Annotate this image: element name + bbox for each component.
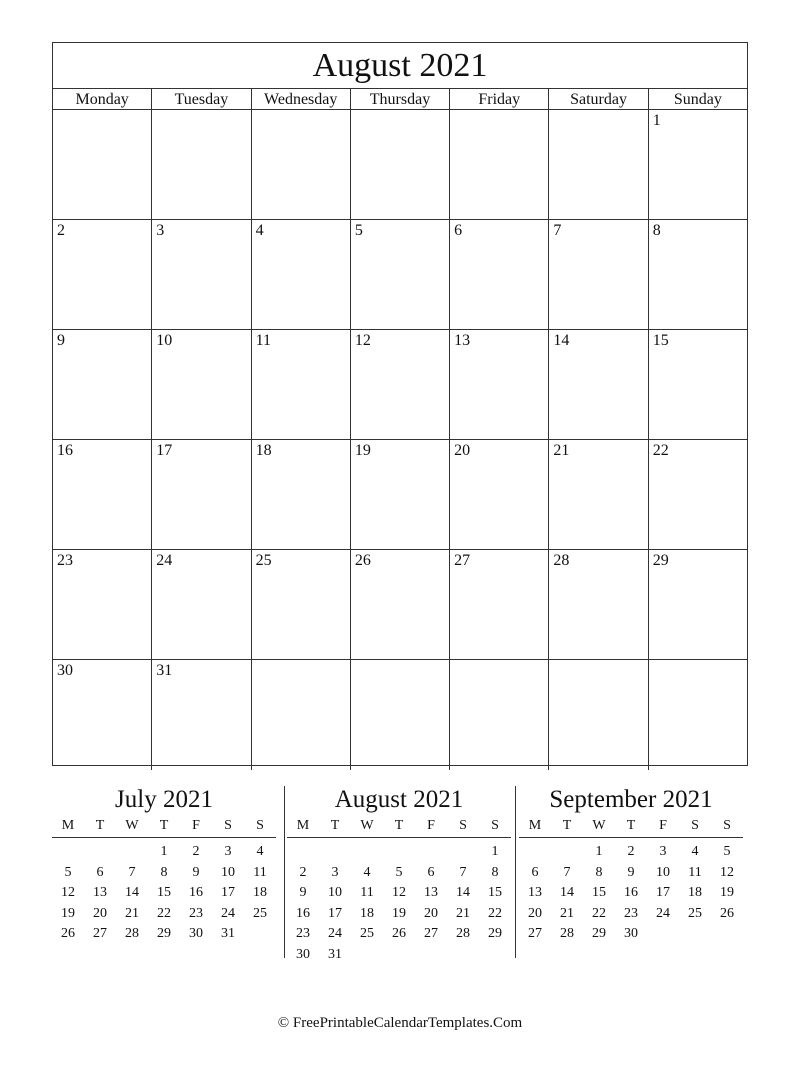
mini-day: 25 bbox=[253, 905, 267, 921]
mini-day: 13 bbox=[93, 885, 107, 900]
mini-day: 2 bbox=[627, 844, 635, 859]
mini-day: 30 bbox=[624, 926, 638, 941]
mini-day: 16 bbox=[296, 905, 310, 921]
mini-day: 17 bbox=[656, 885, 670, 900]
mini-day: 11 bbox=[253, 864, 267, 880]
mini-day: 1 bbox=[595, 844, 603, 859]
mini-day: 29 bbox=[488, 926, 502, 941]
day-cell bbox=[549, 660, 648, 770]
mini-day bbox=[383, 945, 415, 966]
mini-weekday-label: S bbox=[256, 818, 264, 833]
mini-day bbox=[647, 924, 679, 945]
mini-day bbox=[447, 945, 479, 966]
mini-day: 11 bbox=[360, 885, 374, 900]
mini-weekday-label: S bbox=[459, 818, 467, 833]
mini-day: 20 bbox=[424, 905, 438, 921]
day-cell: 29 bbox=[652, 552, 669, 569]
mini-day: 10 bbox=[221, 864, 235, 880]
mini-day: 28 bbox=[560, 926, 574, 941]
mini-day: 19 bbox=[61, 905, 75, 921]
week-row bbox=[53, 440, 747, 550]
mini-day: 14 bbox=[456, 885, 470, 900]
mini-weekday-header bbox=[519, 817, 743, 838]
mini-day: 21 bbox=[125, 905, 139, 921]
mini-week-row bbox=[52, 924, 276, 945]
mini-day: 9 bbox=[192, 864, 200, 880]
mini-calendar-september bbox=[519, 785, 743, 945]
mini-day bbox=[679, 924, 711, 945]
mini-day: 3 bbox=[659, 844, 667, 859]
mini-day: 2 bbox=[192, 844, 200, 859]
mini-day: 27 bbox=[93, 926, 107, 941]
mini-day: 31 bbox=[221, 926, 235, 941]
mini-day: 21 bbox=[560, 905, 574, 921]
mini-calendar-grid bbox=[52, 838, 276, 945]
day-cell: 25 bbox=[252, 550, 351, 659]
mini-day: 29 bbox=[157, 926, 171, 941]
week-row bbox=[53, 550, 747, 660]
mini-day: 13 bbox=[528, 885, 542, 900]
mini-day: 25 bbox=[360, 926, 374, 941]
mini-weekday-label: S bbox=[224, 818, 232, 833]
mini-weekday-label: M bbox=[528, 818, 542, 833]
column-divider bbox=[284, 786, 285, 958]
mini-day bbox=[351, 842, 383, 863]
mini-day: 1 bbox=[491, 844, 499, 859]
weekday-monday: Monday bbox=[53, 89, 152, 109]
mini-day: 17 bbox=[328, 905, 342, 921]
mini-week-row bbox=[519, 904, 743, 925]
day-cell: 26 bbox=[351, 550, 450, 659]
mini-day: 12 bbox=[720, 864, 734, 880]
mini-calendar-july bbox=[52, 785, 276, 945]
weekday-saturday: Saturday bbox=[549, 89, 648, 109]
mini-day: 18 bbox=[253, 885, 267, 900]
mini-calendar-grid bbox=[287, 838, 511, 965]
mini-week-row bbox=[287, 883, 511, 904]
mini-week-row bbox=[519, 883, 743, 904]
mini-day: 29 bbox=[592, 926, 606, 941]
day-cell: 11 bbox=[252, 330, 351, 439]
mini-weekday-label: T bbox=[394, 818, 404, 833]
week-row bbox=[53, 220, 747, 330]
mini-day: 12 bbox=[392, 885, 406, 900]
copyright-footer: © FreePrintableCalendarTemplates.Com bbox=[277, 1015, 523, 1031]
day-cell: 31 bbox=[152, 660, 251, 770]
day-cell: 12 bbox=[351, 330, 450, 439]
mini-day: 24 bbox=[328, 926, 342, 941]
mini-calendar-grid bbox=[519, 838, 743, 945]
day-cell: 7 bbox=[549, 220, 648, 329]
day-cell bbox=[649, 660, 747, 770]
mini-day: 5 bbox=[395, 864, 403, 880]
day-cell: 13 bbox=[450, 330, 549, 439]
mini-week-row bbox=[287, 863, 511, 884]
mini-day: 26 bbox=[392, 926, 406, 941]
mini-weekday-label: T bbox=[95, 818, 105, 833]
day-cell bbox=[53, 110, 152, 219]
mini-week-row bbox=[287, 945, 511, 966]
mini-day: 5 bbox=[723, 844, 731, 859]
mini-weekday-header bbox=[52, 817, 276, 838]
mini-week-row bbox=[52, 904, 276, 925]
mini-weekday-label: S bbox=[491, 818, 499, 833]
day-cell: 20 bbox=[450, 440, 549, 549]
mini-week-row bbox=[519, 863, 743, 884]
day-cell bbox=[450, 660, 549, 770]
mini-weekday-label: T bbox=[330, 818, 340, 833]
day-cell bbox=[450, 110, 549, 219]
mini-day: 20 bbox=[93, 905, 107, 921]
mini-week-row bbox=[519, 842, 743, 863]
day-cell: 8 bbox=[652, 222, 661, 239]
mini-day: 26 bbox=[61, 926, 75, 941]
weekday-wednesday: Wednesday bbox=[252, 89, 351, 109]
mini-week-row bbox=[287, 842, 511, 863]
week-row bbox=[53, 660, 747, 770]
mini-day bbox=[479, 945, 511, 966]
mini-day: 19 bbox=[720, 885, 734, 900]
mini-day: 18 bbox=[688, 885, 702, 900]
mini-day: 22 bbox=[592, 905, 606, 921]
mini-day: 21 bbox=[456, 905, 470, 921]
day-cell: 2 bbox=[53, 220, 152, 329]
day-cell: 3 bbox=[152, 220, 251, 329]
mini-day: 16 bbox=[189, 885, 203, 900]
weekday-thursday: Thursday bbox=[351, 89, 450, 109]
calendar-title: August 2021 bbox=[53, 43, 747, 89]
mini-weekday-label: M bbox=[61, 818, 75, 833]
mini-week-row bbox=[52, 863, 276, 884]
mini-day bbox=[415, 842, 447, 863]
day-cell bbox=[351, 660, 450, 770]
day-cell bbox=[351, 110, 450, 219]
mini-week-row bbox=[519, 924, 743, 945]
mini-day: 13 bbox=[424, 885, 438, 900]
mini-day: 27 bbox=[528, 926, 542, 941]
mini-day bbox=[447, 842, 479, 863]
mini-day bbox=[415, 945, 447, 966]
day-cell: 19 bbox=[351, 440, 450, 549]
mini-day: 1 bbox=[160, 844, 168, 859]
day-cell: 9 bbox=[53, 330, 152, 439]
mini-day: 26 bbox=[720, 905, 734, 921]
day-cell: 14 bbox=[549, 330, 648, 439]
day-cell: 21 bbox=[549, 440, 648, 549]
mini-day: 2 bbox=[299, 864, 307, 880]
mini-day: 12 bbox=[61, 885, 75, 900]
mini-weekday-label: S bbox=[691, 818, 699, 833]
mini-day: 17 bbox=[221, 885, 235, 900]
day-cell: 1 bbox=[652, 112, 661, 129]
mini-weekday-label: W bbox=[360, 818, 374, 833]
day-cell: 4 bbox=[252, 220, 351, 329]
mini-day: 10 bbox=[328, 885, 342, 900]
mini-calendar-title: September 2021 bbox=[549, 786, 713, 813]
mini-week-row bbox=[52, 883, 276, 904]
main-calendar bbox=[52, 42, 748, 766]
mini-calendar-title: August 2021 bbox=[334, 786, 464, 813]
mini-day: 7 bbox=[128, 864, 136, 880]
mini-weekday-label: F bbox=[192, 818, 200, 833]
day-cell: 17 bbox=[152, 440, 251, 549]
mini-day: 9 bbox=[299, 885, 307, 900]
day-cell: 23 bbox=[53, 550, 152, 659]
mini-day: 18 bbox=[360, 905, 374, 921]
day-cell: 15 bbox=[652, 332, 669, 349]
mini-weekday-label: T bbox=[626, 818, 636, 833]
mini-day: 30 bbox=[189, 926, 203, 941]
mini-day: 23 bbox=[624, 905, 638, 921]
mini-day: 7 bbox=[459, 864, 467, 880]
mini-week-row bbox=[52, 842, 276, 863]
calendar-grid bbox=[53, 110, 747, 770]
mini-weekday-header bbox=[287, 817, 511, 838]
mini-day: 30 bbox=[296, 946, 310, 962]
mini-day: 5 bbox=[64, 864, 72, 880]
mini-day: 10 bbox=[656, 864, 670, 880]
mini-weekday-label: F bbox=[659, 818, 667, 833]
mini-day bbox=[519, 842, 551, 863]
day-cell bbox=[252, 660, 351, 770]
mini-day bbox=[244, 924, 276, 945]
mini-day: 15 bbox=[157, 885, 171, 900]
day-cell: 30 bbox=[53, 660, 152, 770]
mini-weekday-label: F bbox=[427, 818, 435, 833]
mini-day: 31 bbox=[328, 946, 342, 962]
mini-day: 14 bbox=[125, 885, 139, 900]
mini-day: 6 bbox=[96, 864, 104, 880]
day-cell: 6 bbox=[450, 220, 549, 329]
mini-day: 23 bbox=[189, 905, 203, 921]
mini-day: 3 bbox=[331, 864, 339, 880]
mini-day bbox=[319, 842, 351, 863]
day-cell bbox=[252, 110, 351, 219]
mini-day: 6 bbox=[531, 864, 539, 880]
week-row bbox=[53, 110, 747, 220]
day-cell: 28 bbox=[549, 550, 648, 659]
weekday-tuesday: Tuesday bbox=[152, 89, 251, 109]
day-cell bbox=[549, 110, 648, 219]
mini-day bbox=[711, 924, 743, 945]
mini-day: 15 bbox=[592, 885, 606, 900]
mini-day: 23 bbox=[296, 926, 310, 941]
day-cell: 22 bbox=[652, 442, 669, 459]
mini-day bbox=[52, 842, 84, 863]
mini-weekday-label: T bbox=[562, 818, 572, 833]
day-cell: 16 bbox=[53, 440, 152, 549]
mini-day: 19 bbox=[392, 905, 406, 921]
mini-day: 22 bbox=[488, 905, 502, 921]
mini-day: 28 bbox=[125, 926, 139, 941]
mini-weekday-label: W bbox=[125, 818, 139, 833]
mini-day: 22 bbox=[157, 905, 171, 921]
mini-day: 25 bbox=[688, 905, 702, 921]
mini-day: 4 bbox=[691, 844, 699, 859]
mini-day bbox=[383, 842, 415, 863]
mini-day: 6 bbox=[427, 864, 435, 880]
weekday-header-row bbox=[53, 89, 747, 110]
mini-day: 9 bbox=[627, 864, 635, 880]
mini-day: 16 bbox=[624, 885, 638, 900]
mini-day: 14 bbox=[560, 885, 574, 900]
mini-week-row bbox=[287, 904, 511, 925]
day-cell: 27 bbox=[450, 550, 549, 659]
mini-calendar-august bbox=[287, 785, 511, 965]
mini-day bbox=[116, 842, 148, 863]
mini-day bbox=[551, 842, 583, 863]
mini-weekday-label: T bbox=[159, 818, 169, 833]
mini-day: 27 bbox=[424, 926, 438, 941]
mini-day bbox=[287, 842, 319, 863]
mini-day: 8 bbox=[160, 864, 168, 880]
mini-day: 28 bbox=[456, 926, 470, 941]
mini-week-row bbox=[287, 924, 511, 945]
mini-day: 4 bbox=[363, 864, 371, 880]
week-row bbox=[53, 330, 747, 440]
mini-day: 3 bbox=[224, 844, 232, 859]
mini-day: 11 bbox=[688, 864, 702, 880]
weekday-sunday: Sunday bbox=[673, 91, 722, 108]
mini-day: 15 bbox=[488, 885, 502, 900]
day-cell: 5 bbox=[351, 220, 450, 329]
day-cell: 10 bbox=[152, 330, 251, 439]
mini-calendar-title: July 2021 bbox=[115, 786, 213, 813]
mini-day: 8 bbox=[595, 864, 603, 880]
mini-day: 24 bbox=[656, 905, 670, 921]
mini-day: 20 bbox=[528, 905, 542, 921]
mini-weekday-label: S bbox=[723, 818, 731, 833]
mini-day: 4 bbox=[256, 844, 264, 859]
mini-weekday-label: M bbox=[296, 818, 310, 833]
mini-day bbox=[84, 842, 116, 863]
mini-day bbox=[351, 945, 383, 966]
column-divider bbox=[515, 786, 516, 958]
weekday-friday: Friday bbox=[450, 89, 549, 109]
day-cell bbox=[152, 110, 251, 219]
day-cell: 24 bbox=[152, 550, 251, 659]
mini-weekday-label: W bbox=[592, 818, 606, 833]
day-cell: 18 bbox=[252, 440, 351, 549]
mini-day: 7 bbox=[563, 864, 571, 880]
mini-day: 24 bbox=[221, 905, 235, 921]
mini-day: 8 bbox=[491, 864, 499, 880]
